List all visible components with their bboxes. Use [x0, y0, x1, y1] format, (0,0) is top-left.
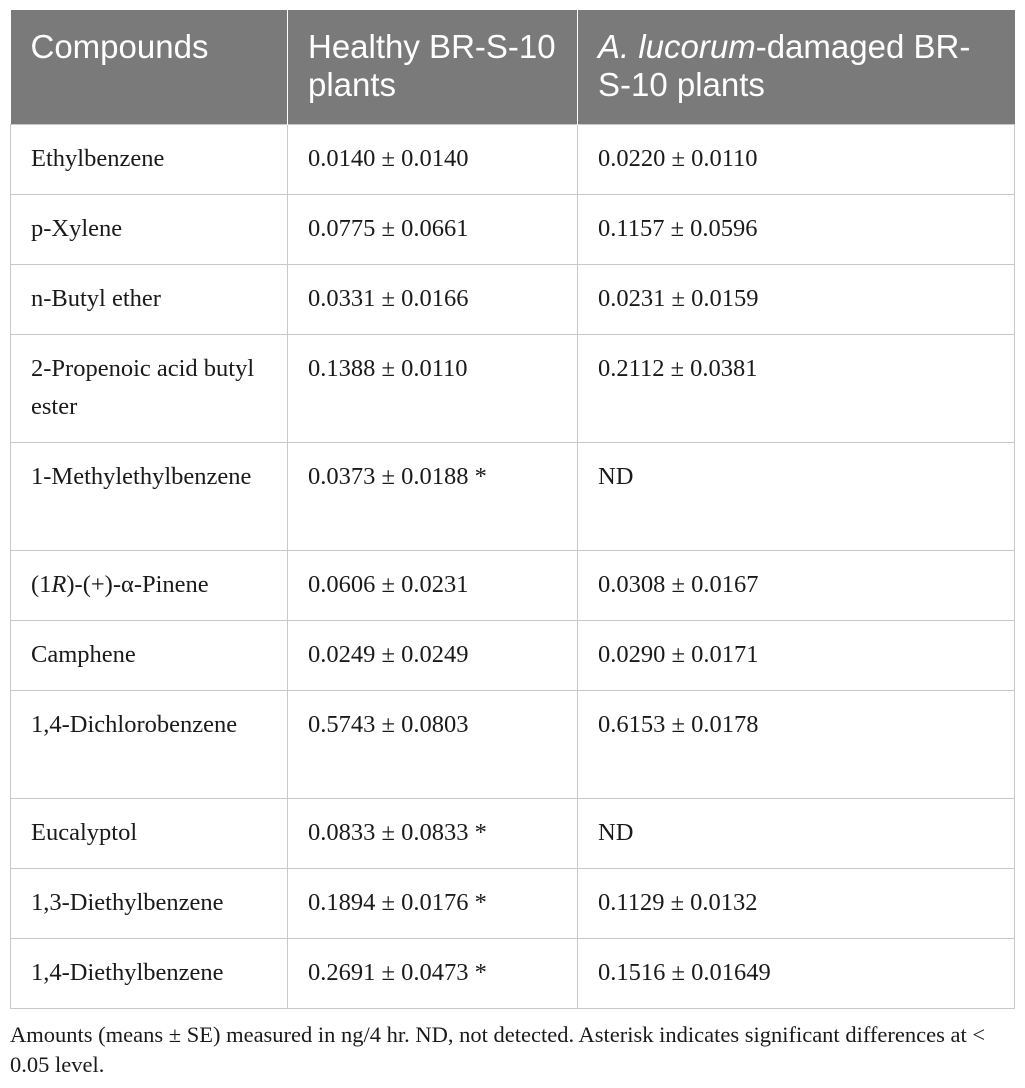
compound-name: 1-Methylethylbenzene: [11, 443, 288, 551]
damaged-value: 0.1516 ± 0.01649: [578, 939, 1015, 1009]
table-header: [11, 10, 1015, 125]
damaged-value: ND: [578, 443, 1015, 551]
compound-name: 1,4-Diethylbenzene: [11, 939, 288, 1009]
damaged-value: 0.0308 ± 0.0167: [578, 551, 1015, 621]
compounds-table-wrapper: [10, 10, 1014, 1009]
damaged-value: 0.2112 ± 0.0381: [578, 335, 1015, 443]
table-row: [11, 335, 1015, 443]
header-healthy-plants: Healthy BR-S-10 plants: [288, 10, 578, 125]
healthy-value: 0.1894 ± 0.0176 *: [288, 869, 578, 939]
table-row: [11, 265, 1015, 335]
compound-name-suffix: )-(+)-α-Pinene: [66, 571, 209, 598]
healthy-value: 0.0833 ± 0.0833 *: [288, 799, 578, 869]
damaged-value: ND: [578, 799, 1015, 869]
healthy-value: 0.0331 ± 0.0166: [288, 265, 578, 335]
header-damaged-plants: [578, 10, 1015, 125]
table-body: [11, 125, 1015, 1009]
healthy-value: 0.0606 ± 0.0231: [288, 551, 578, 621]
compound-name: Camphene: [11, 621, 288, 691]
compound-name-prefix: (1: [31, 571, 52, 598]
table-row: [11, 869, 1015, 939]
damaged-value: 0.0220 ± 0.0110: [578, 125, 1015, 195]
compound-name: p-Xylene: [11, 195, 288, 265]
healthy-value: 0.0775 ± 0.0661: [288, 195, 578, 265]
header-species-name: A. lucorum: [598, 28, 756, 65]
table-row: [11, 691, 1015, 799]
damaged-value: 0.6153 ± 0.0178: [578, 691, 1015, 799]
table-row: [11, 195, 1015, 265]
header-row: [11, 10, 1015, 125]
healthy-value: 0.5743 ± 0.0803: [288, 691, 578, 799]
compound-name: 1,4-Dichlorobenzene: [11, 691, 288, 799]
table-footnote: Amounts (means ± SE) measured in ng/4 hr. ND, not detected. Asterisk indicates significant differences at < 0.05 level.: [10, 1022, 986, 1077]
compound-name: n-Butyl ether: [11, 265, 288, 335]
compound-name: 2-Propenoic acid butyl ester: [11, 335, 288, 443]
header-damaged-suffix: -damaged BR-S-10 plants: [598, 28, 971, 103]
compound-name-italic: R: [51, 571, 67, 598]
compound-name: Eucalyptol: [11, 799, 288, 869]
volatile-compounds-table: [10, 10, 1015, 1009]
damaged-value: 0.0290 ± 0.0171: [578, 621, 1015, 691]
table-row: [11, 621, 1015, 691]
table-row: [11, 799, 1015, 869]
healthy-value: 0.1388 ± 0.0110: [288, 335, 578, 443]
table-row: [11, 125, 1015, 195]
healthy-value: 0.0249 ± 0.0249: [288, 621, 578, 691]
compound-name: 1,3-Diethylbenzene: [11, 869, 288, 939]
healthy-value: 0.0140 ± 0.0140: [288, 125, 578, 195]
compound-name: Ethylbenzene: [11, 125, 288, 195]
healthy-value: 0.0373 ± 0.0188 *: [288, 443, 578, 551]
damaged-value: 0.1157 ± 0.0596: [578, 195, 1015, 265]
compound-name: [11, 551, 288, 621]
damaged-value: 0.0231 ± 0.0159: [578, 265, 1015, 335]
table-row: [11, 551, 1015, 621]
healthy-value: 0.2691 ± 0.0473 *: [288, 939, 578, 1009]
header-compounds: Compounds: [11, 10, 288, 125]
damaged-value: 0.1129 ± 0.0132: [578, 869, 1015, 939]
table-row: [11, 443, 1015, 551]
table-row: [11, 939, 1015, 1009]
